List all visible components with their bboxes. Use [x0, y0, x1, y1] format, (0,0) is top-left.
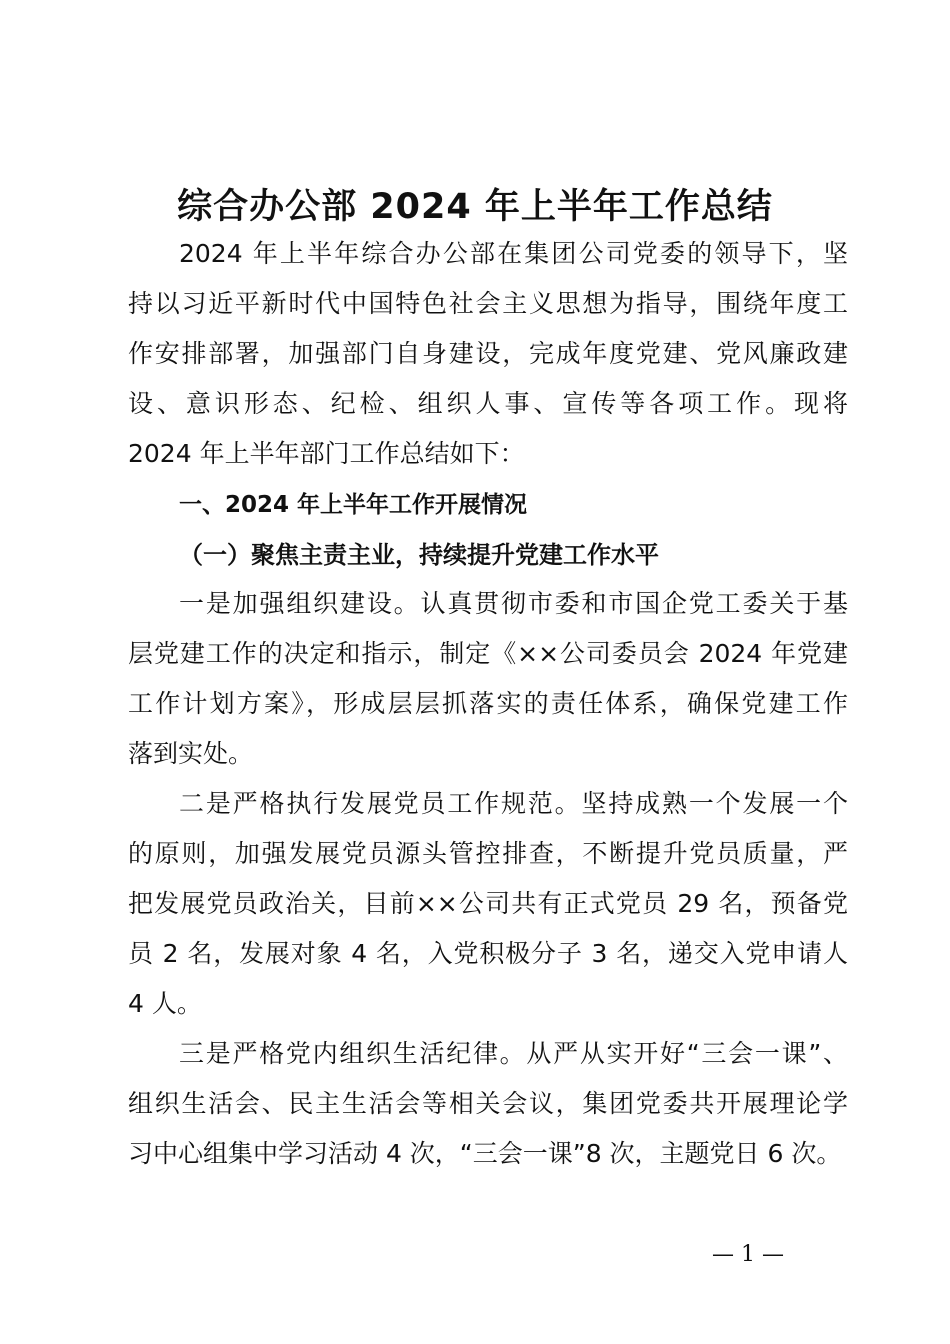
section-heading: 一、2024 年上半年工作开展情况: [179, 492, 528, 518]
paragraph-line: 三是严格党内组织生活纪律。从严从实开好“三会一课”、: [179, 1039, 848, 1068]
paragraph-line: 把发展党员政治关，目前××公司共有正式党员 29 名，预备党: [128, 889, 848, 918]
page-number: — 1 —: [712, 1242, 784, 1267]
intro-line: 2024 年上半年部门工作总结如下：: [128, 439, 525, 468]
intro-line: 2024 年上半年综合办公部在集团公司党委的领导下，坚: [179, 239, 848, 268]
paragraph-line: 习中心组集中学习活动 4 次，“三会一课”8 次，主题党日 6 次。: [128, 1139, 842, 1168]
paragraph-line: 的原则，加强发展党员源头管控排查，不断提升党员质量，严: [128, 839, 848, 868]
paragraph-line: 组织生活会、民主生活会等相关会议，集团党委共开展理论学: [128, 1089, 848, 1118]
subsection-heading: （一）聚焦主责主业，持续提升党建工作水平: [179, 541, 659, 569]
paragraph-line: 4 人。: [128, 989, 202, 1018]
paragraph-line: 员 2 名，发展对象 4 名，入党积极分子 3 名，递交入党申请人: [128, 939, 848, 968]
document-title: 综合办公部 2024 年上半年工作总结: [177, 187, 773, 227]
paragraph-line: 工作计划方案》，形成层层抓落实的责任体系，确保党建工作: [128, 689, 848, 718]
intro-line: 持以习近平新时代中国特色社会主义思想为指导，围绕年度工: [128, 289, 848, 318]
paragraph-line: 落到实处。: [128, 739, 254, 768]
intro-line: 设、意识形态、纪检、组织人事、宣传等各项工作。现将: [128, 389, 848, 418]
intro-line: 作安排部署，加强部门自身建设，完成年度党建、党风廉政建: [128, 339, 848, 368]
paragraph-line: 二是严格执行发展党员工作规范。坚持成熟一个发展一个: [179, 789, 848, 818]
paragraph-line: 层党建工作的决定和指示，制定《××公司委员会 2024 年党建: [128, 639, 848, 668]
paragraph-line: 一是加强组织建设。认真贯彻市委和市国企党工委关于基: [179, 589, 848, 618]
